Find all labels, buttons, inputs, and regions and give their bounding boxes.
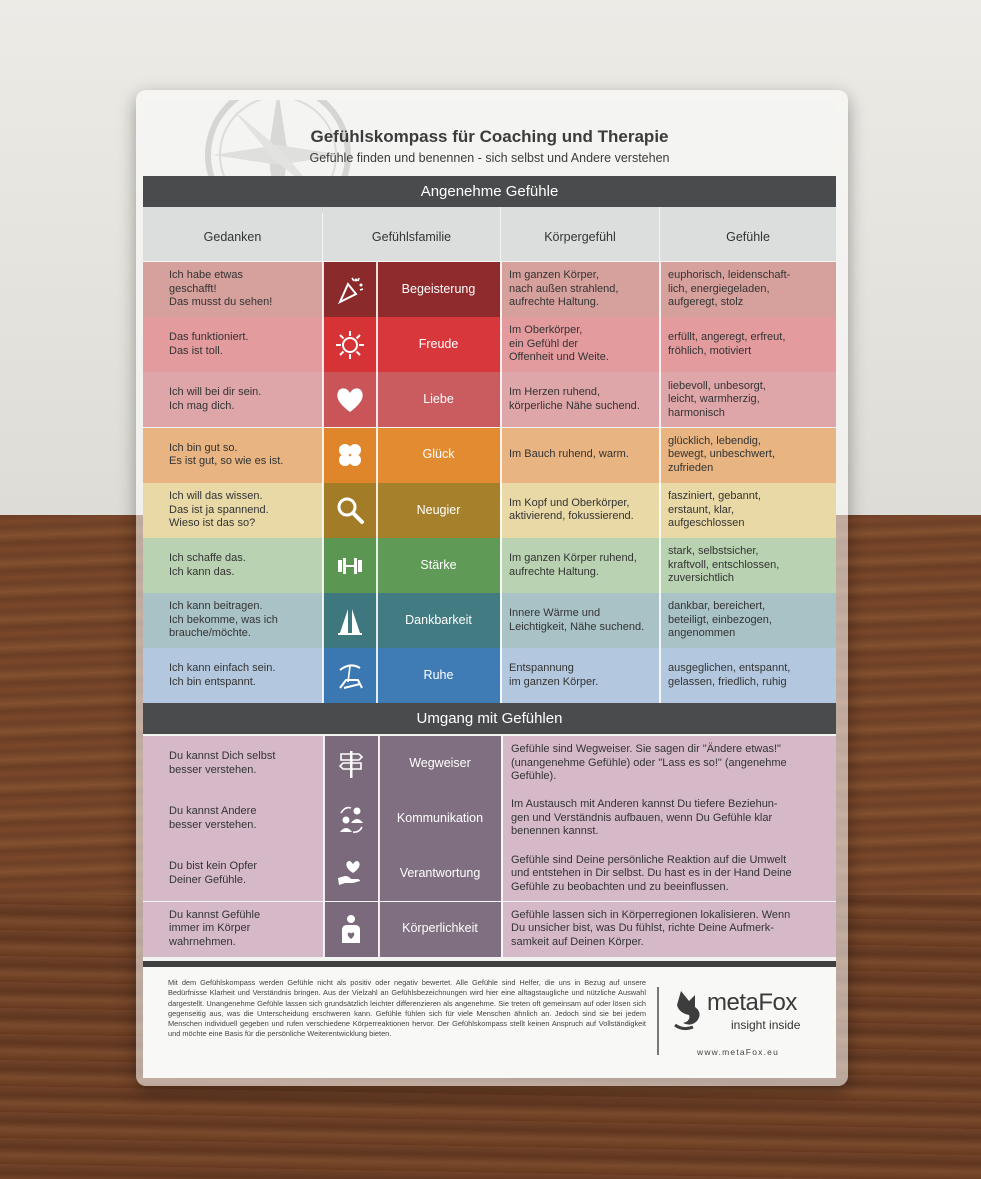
column-header-body: Körpergefühl	[501, 207, 659, 261]
thought-text: Ich will bei dir sein. Ich mag dich.	[169, 386, 262, 412]
feelings-text: fasziniert, gebannt, erstaunt, klar, aufgeschlossen	[668, 490, 761, 530]
column-header-family: Gefühlsfamilie	[323, 207, 500, 261]
divider	[659, 593, 661, 648]
page-subtitle: Gefühle finden und benennen - sich selbst und Andere verstehen	[309, 151, 670, 165]
divider	[323, 791, 325, 846]
divider	[322, 317, 324, 372]
handling-label: Körperlichkeit	[379, 902, 501, 957]
family-label: Liebe	[377, 372, 500, 427]
thought-text: Ich will das wissen. Das ist ja spannend. Wieso ist das so?	[169, 490, 269, 530]
divider	[376, 483, 378, 538]
footer-disclaimer: Mit dem Gefühlskompass werden Gefühle nicht als positiv oder negativ bewertet. Alle Gefühle sind Helfer, die uns in Bezug auf unsere Bedürfnisse Klarheit und Verständnis bringen. Aus der Vielzahl an Gefühlsbezeichnungen wird hier eine alltagstaugliche und nützliche Auswahl dargestellt. Unangenehme Gefühle lassen sich grundsätzlich leichter differenzieren als angenehme. Sie treten oft gemeinsam auf oder lösen sich gegenseitig aus, was die Unterscheidung erschweren kann. Gefühle fühlen sich für viele Menschen ähnlich an. Jedoch sind sie bei jedem Menschen individuell gegeben und rufen verschiedene Körperreaktionen hervor. Der Gefühlskompass stellt keinen Anspruch auf Vollständigkeit und möchte eine Basis für die persönliche Weiterentwicklung bieten.	[168, 978, 646, 1039]
divider	[501, 902, 503, 957]
divider	[322, 483, 324, 538]
column-header-thoughts: Gedanken	[143, 207, 322, 261]
emotion-row-liebe	[143, 372, 836, 427]
thought-text: Ich kann beitragen. Ich bekomme, was ich brauche/möchte.	[169, 600, 278, 640]
divider	[659, 483, 661, 538]
handling-description: Gefühle sind Wegweiser. Sie sagen dir "Ändere etwas!" (unangenehme Gefühle) oder "Lass es so!" (angenehme Gefühle).	[511, 743, 787, 783]
emotion-row-begeisterung	[143, 262, 836, 317]
body-heart-icon	[335, 913, 367, 945]
body-feeling-text: Innere Wärme und Leichtigkeit, Nähe suchend.	[509, 607, 645, 633]
family-label: Ruhe	[377, 648, 500, 703]
fox-icon	[673, 987, 709, 1033]
thought-text: Ich habe etwas geschafft! Das musst du sehen!	[169, 269, 273, 309]
family-label: Dankbarkeit	[377, 593, 500, 648]
emotion-compass-card	[143, 100, 836, 1078]
divider	[659, 428, 661, 483]
dumbbell-icon	[334, 550, 366, 582]
divider	[659, 372, 661, 427]
handling-label: Kommunikation	[379, 791, 501, 846]
body-feeling-text: Im Herzen ruhend, körperliche Nähe suchend.	[509, 386, 640, 412]
thought-text: Das funktioniert. Das ist toll.	[169, 331, 249, 357]
divider	[323, 902, 325, 957]
family-label: Begeisterung	[377, 262, 500, 317]
family-icon-cell	[323, 483, 377, 538]
feelings-text: euphorisch, leidenschaft- lich, energiegeladen, aufgeregt, stolz	[668, 269, 791, 309]
divider	[500, 428, 502, 483]
divider	[501, 791, 503, 846]
column-header-feelings: Gefühle	[660, 207, 836, 261]
body-feeling-text: Im Bauch ruhend, warm.	[509, 448, 629, 461]
feelings-text: liebevoll, unbesorgt, leicht, warmherzig, harmonisch	[668, 379, 766, 419]
handling-row-kommunikation	[143, 791, 836, 846]
praying-hands-icon	[334, 605, 366, 637]
handling-label: Wegweiser	[379, 736, 501, 791]
thought-text: Ich bin gut so. Es ist gut, so wie es ist.	[169, 441, 284, 468]
metafox-logo	[673, 987, 823, 1067]
handling-icon-cell	[324, 791, 378, 846]
emotion-row-stärke	[143, 538, 836, 593]
divider	[659, 538, 661, 593]
emotion-row-glück	[143, 428, 836, 483]
divider	[376, 648, 378, 703]
body-feeling-text: Entspannung im ganzen Körper.	[509, 662, 599, 688]
clover-icon	[334, 439, 366, 471]
family-icon-cell	[323, 593, 377, 648]
family-label: Freude	[377, 317, 500, 372]
section-heading-pleasant: Angenehme Gefühle	[143, 176, 836, 207]
feelings-text: stark, selbstsicher, kraftvoll, entschlossen, zuversichtlich	[668, 545, 780, 585]
divider	[500, 317, 502, 372]
heart-in-hand-icon	[335, 858, 367, 890]
thought-text: Ich kann einfach sein. Ich bin entspannt.	[169, 662, 276, 688]
divider	[501, 736, 503, 791]
handling-description: Im Austausch mit Anderen kannst Du tiefere Beziehun- gen und Verständnis aufbauen, wenn Du Gefühle klar benennen kannst.	[511, 798, 778, 838]
feelings-text: erfüllt, angeregt, erfreut, fröhlich, motiviert	[668, 331, 786, 357]
family-icon-cell	[323, 648, 377, 703]
divider	[322, 428, 324, 483]
magnifier-icon	[334, 494, 366, 526]
divider	[323, 736, 325, 791]
handling-icon-cell	[324, 902, 378, 957]
divider	[378, 846, 380, 901]
handling-thought-text: Du kannst Gefühle immer im Körper wahrnehmen.	[169, 908, 261, 948]
family-label: Neugier	[377, 483, 500, 538]
divider	[322, 538, 324, 593]
logo-brand: metaFox	[707, 989, 797, 1016]
divider	[500, 593, 502, 648]
family-icon-cell	[323, 372, 377, 427]
divider	[500, 538, 502, 593]
emotion-row-neugier	[143, 483, 836, 538]
divider	[659, 262, 661, 317]
sun-icon	[334, 329, 366, 361]
divider	[659, 317, 661, 372]
handling-thought-text: Du kannst Andere besser verstehen.	[169, 805, 257, 831]
thought-text: Ich schaffe das. Ich kann das.	[169, 552, 246, 578]
logo-tagline: insight inside	[731, 1018, 801, 1032]
handling-label: Verantwortung	[379, 846, 501, 901]
page-title: Gefühlskompass für Coaching und Therapie	[310, 127, 669, 146]
body-feeling-text: Im ganzen Körper ruhend, aufrechte Haltung.	[509, 552, 637, 578]
logo-website: www.metaFox.eu	[697, 1047, 779, 1057]
body-feeling-text: Im ganzen Körper, nach außen strahlend, aufrechte Haltung.	[509, 269, 619, 309]
family-icon-cell	[323, 262, 377, 317]
heart-icon	[334, 384, 366, 416]
family-icon-cell	[323, 428, 377, 483]
divider	[378, 902, 380, 957]
footer	[143, 961, 836, 1078]
footer-divider	[657, 987, 659, 1055]
divider	[378, 736, 380, 791]
handling-thought-text: Du kannst Dich selbst besser verstehen.	[169, 750, 276, 776]
handling-thought-text: Du bist kein Opfer Deiner Gefühle.	[169, 860, 258, 886]
divider	[376, 428, 378, 483]
feelings-text: ausgeglichen, entspannt, gelassen, friedlich, ruhig	[668, 662, 791, 688]
divider	[376, 317, 378, 372]
handling-icon-cell	[324, 736, 378, 791]
divider	[376, 262, 378, 317]
divider	[500, 372, 502, 427]
handling-icon-cell	[324, 846, 378, 901]
divider	[322, 648, 324, 703]
signpost-icon	[335, 748, 367, 780]
family-icon-cell	[323, 317, 377, 372]
handling-description: Gefühle sind Deine persönliche Reaktion auf die Umwelt und entstehen in Dir selbst. Du hast es in der Hand Deine Gefühle zu beobachten und zu beeinflussen.	[511, 853, 792, 893]
party-popper-icon	[334, 274, 366, 306]
divider	[659, 648, 661, 703]
beach-chair-icon	[334, 660, 366, 692]
divider	[322, 593, 324, 648]
divider	[378, 791, 380, 846]
divider	[376, 538, 378, 593]
feelings-text: dankbar, bereichert, beteiligt, einbezogen, angenommen	[668, 600, 772, 640]
divider	[500, 648, 502, 703]
handling-row-wegweiser	[143, 736, 836, 791]
body-feeling-text: Im Kopf und Oberkörper, aktivierend, fokussierend.	[509, 496, 634, 523]
handling-row-verantwortung	[143, 846, 836, 901]
emotion-row-ruhe	[143, 648, 836, 703]
family-label: Glück	[377, 428, 500, 483]
divider	[500, 483, 502, 538]
divider	[500, 262, 502, 317]
handling-row-körperlichkeit	[143, 902, 836, 957]
feelings-text: glücklich, lebendig, bewegt, unbeschwert, zufrieden	[668, 434, 776, 474]
divider	[501, 846, 503, 901]
emotion-row-freude	[143, 317, 836, 372]
divider	[323, 846, 325, 901]
emotion-row-dankbarkeit	[143, 593, 836, 648]
divider	[322, 372, 324, 427]
family-icon-cell	[323, 538, 377, 593]
divider	[376, 372, 378, 427]
divider	[376, 593, 378, 648]
body-feeling-text: Im Oberkörper, ein Gefühl der Offenheit und Weite.	[509, 324, 609, 364]
family-label: Stärke	[377, 538, 500, 593]
communication-icon	[335, 803, 367, 835]
divider	[322, 262, 324, 317]
handling-description: Gefühle lassen sich in Körperregionen lokalisieren. Wenn Du unsicher bist, was Du fühlst, richte Deine Aufmerk- samkeit auf Deinen Körper.	[511, 908, 791, 948]
section-heading-handling: Umgang mit Gefühlen	[143, 703, 836, 734]
